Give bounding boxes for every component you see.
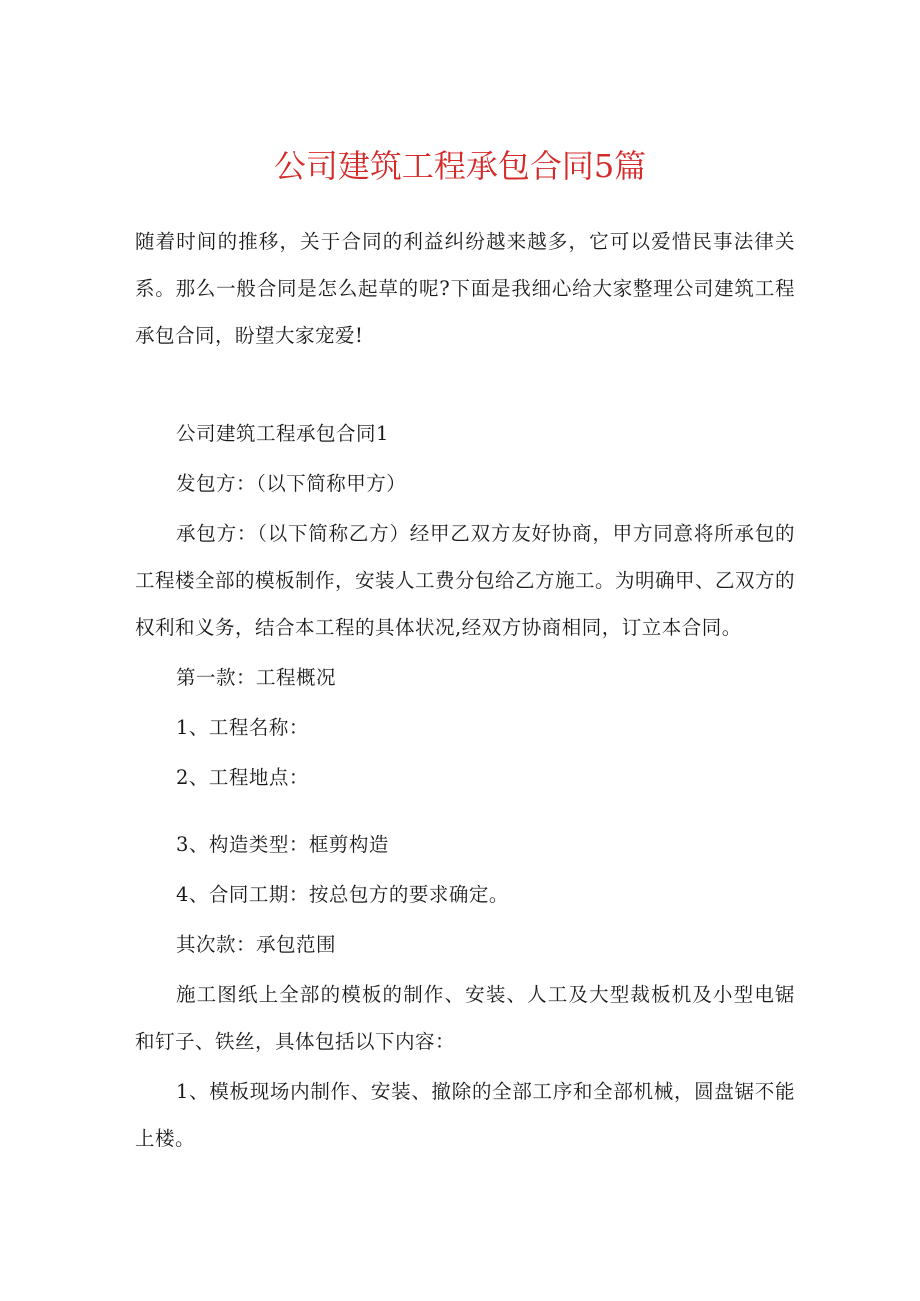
list-item: 2、工程地点： [176, 766, 309, 789]
party-b-paragraph: 承包方：（以下简称乙方）经甲乙双方友好协商，甲方同意将所承包的工程楼全部的模板制作，安装人工费分包给乙方施工。为明确甲、乙双方的权利和义务，结合本工程的具体状况,经双方协商相同，订立本合同。 [135, 522, 796, 639]
clause-heading: 第一款：工程概况 [176, 666, 337, 689]
list-item: 1、工程名称： [176, 716, 309, 739]
clause-heading: 其次款：承包范围 [176, 933, 337, 956]
list-item: 4、合同工期：按总包方的要求确定。 [176, 883, 509, 906]
intro-paragraph: 随着时间的推移，关于合同的利益纠纷越来越多，它可以爱惜民事法律关系。那么一般合同是怎么起草的呢?下面是我细心给大家整理公司建筑工程承包合同，盼望大家宠爱! [135, 230, 795, 347]
section-heading: 公司建筑工程承包合同1 [176, 422, 389, 445]
list-item: 3、构造类型：框剪构造 [176, 833, 389, 856]
document-title: 公司建筑工程承包合同5篇 [273, 147, 647, 185]
scope-paragraph: 施工图纸上全部的模板的制作、安装、人工及大型裁板机及小型电锯和钉子、铁丝，具体包括以下内容： [135, 983, 795, 1053]
document-body [135, 410, 795, 1162]
party-a-line: 发包方：（以下简称甲方） [176, 472, 407, 495]
list-item: 1、模板现场内制作、安装、撤除的全部工序和全部机械，圆盘锯不能上楼。 [135, 1080, 795, 1150]
